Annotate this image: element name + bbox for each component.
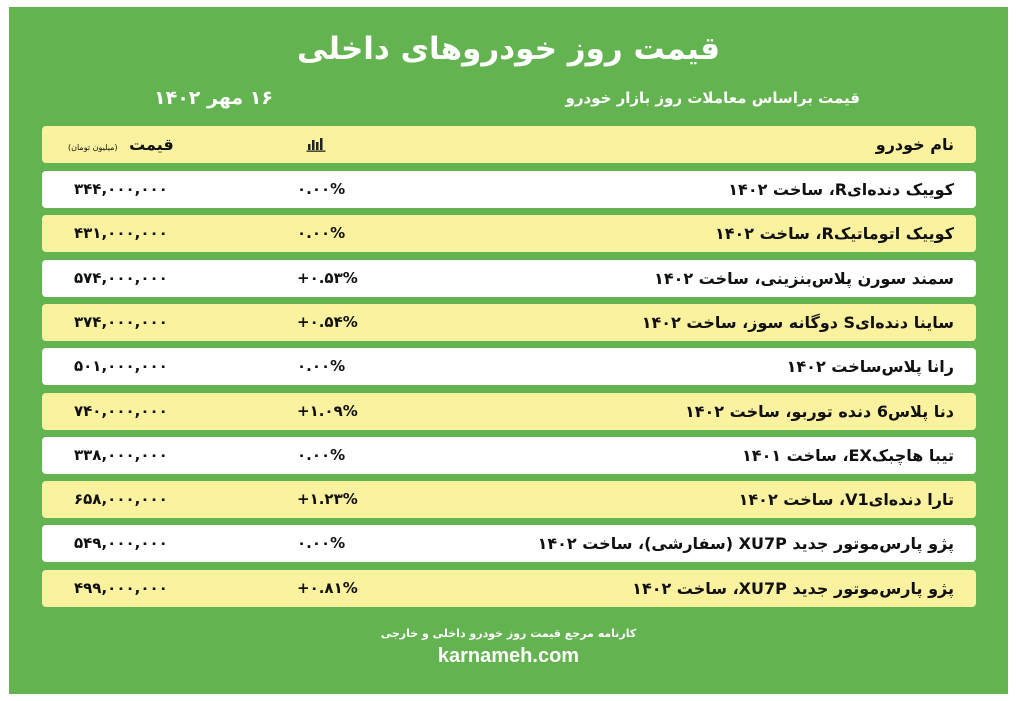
car-price: ۵۴۹,۰۰۰,۰۰۰ [74, 534, 168, 553]
bar-chart-icon [306, 136, 326, 152]
price-change: ۰.۰۰% [297, 180, 346, 198]
car-name: رانا پلاس‌ساخت ۱۴۰۲ [786, 357, 954, 377]
footer-site: karnameh.com [437, 645, 580, 667]
car-price: ۳۷۴,۰۰۰,۰۰۰ [74, 312, 168, 331]
table-row [42, 348, 976, 385]
table-row [42, 260, 976, 297]
table-row [42, 171, 976, 208]
price-change: ۰.۰۰% [297, 224, 346, 243]
car-price: ۳۳۸,۰۰۰,۰۰۰ [74, 445, 168, 464]
car-name: کوییک اتوماتیکR، ساخت ۱۴۰۲ [714, 224, 954, 244]
car-price: ۴۳۱,۰۰۰,۰۰۰ [74, 224, 168, 243]
car-name: تیبا هاچبکEX، ساخت ۱۴۰۱ [742, 445, 954, 465]
car-price: ۳۴۴,۰۰۰,۰۰۰ [74, 180, 168, 198]
car-name: سمند سورن پلاس‌بنزینی، ساخت ۱۴۰۲ [654, 268, 954, 288]
price-change: ۰.۰۰% [297, 357, 346, 376]
column-header-name: نام خودرو [875, 135, 954, 154]
car-name: پژو پارس‌موتور جدید XU7P، ساخت ۱۴۰۲ [632, 578, 954, 598]
car-name: دنا پلاس6 دنده توربو، ساخت ۱۴۰۲ [685, 401, 954, 421]
table-row [42, 437, 976, 474]
subtitle: قیمت براساس معاملات روز بازار خودرو [565, 89, 860, 107]
price-change: ۰.۰۰% [297, 445, 346, 464]
table-row [42, 525, 976, 562]
car-name: تارا دنده‌ایV1، ساخت ۱۴۰۲ [738, 490, 954, 510]
table-header [42, 126, 976, 163]
price-change: +۰.۵۴% [297, 312, 358, 331]
car-price: ۴۹۹,۰۰۰,۰۰۰ [74, 578, 168, 597]
car-price: ۶۵۸,۰۰۰,۰۰۰ [74, 490, 168, 509]
date-label: ۱۶ مهر ۱۴۰۲ [154, 87, 273, 109]
footer-caption: کارنامه مرجع قیمت روز خودرو داخلی و خارجی [380, 627, 637, 640]
car-price: ۵۷۴,۰۰۰,۰۰۰ [74, 268, 168, 287]
page-title: قیمت روز خودروهای داخلی [296, 31, 721, 67]
table-row [42, 570, 976, 607]
car-name: ساینا دنده‌ایS دوگانه سوز، ساخت ۱۴۰۲ [641, 312, 954, 332]
table-row [42, 215, 976, 252]
price-change: ۰.۰۰% [297, 534, 346, 553]
price-change: +۰.۸۱% [297, 578, 358, 597]
price-unit: (میلیون تومان) [68, 143, 118, 152]
price-change: +۰.۵۳% [297, 268, 358, 287]
table-row [42, 481, 976, 518]
car-price: ۷۴۰,۰۰۰,۰۰۰ [74, 401, 168, 420]
table-row [42, 304, 976, 341]
column-header-price [68, 126, 174, 163]
price-change: +۱.۰۹% [297, 401, 358, 420]
table-row [42, 393, 976, 430]
price-card [9, 7, 1008, 694]
car-price: ۵۰۱,۰۰۰,۰۰۰ [74, 357, 168, 376]
price-change: +۱.۲۳% [297, 490, 358, 509]
car-name: کوییک دنده‌ایR، ساخت ۱۴۰۲ [728, 180, 954, 199]
price-label: قیمت [129, 135, 174, 154]
car-name: پژو پارس‌موتور جدید XU7P (سفارشی)، ساخت ۱۴۰۲ [537, 534, 954, 554]
